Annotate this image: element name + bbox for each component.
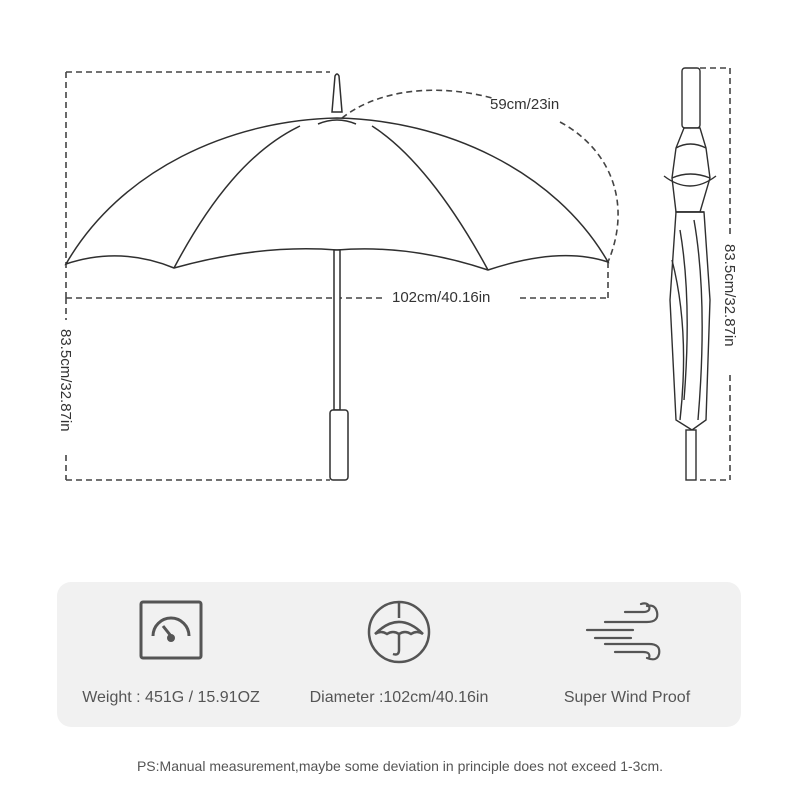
measurement-footnote: PS:Manual measurement,maybe some deviation in principle does not exceed 1-3cm. — [136, 758, 664, 774]
closed-height-label: 83.5cm/32.87in — [720, 240, 738, 351]
arc-length-label: 59cm/23in — [490, 96, 560, 113]
feature-diameter — [285, 582, 513, 727]
feature-wind-label: Super Wind Proof — [563, 689, 691, 706]
feature-wind — [513, 582, 741, 727]
feature-weight-label: Weight : 451G / 15.91OZ — [82, 689, 260, 706]
gauge-icon — [139, 600, 203, 660]
features-panel — [57, 582, 741, 727]
closed-umbrella-drawing — [664, 68, 716, 480]
umbrella-icon — [367, 600, 431, 666]
feature-weight — [57, 582, 285, 727]
open-umbrella-drawing — [66, 74, 608, 480]
feature-diameter-label: Diameter :102cm/40.16in — [309, 689, 489, 706]
wind-icon — [585, 600, 669, 664]
open-width-label: 102cm/40.16in — [388, 289, 494, 307]
open-height-label: 83.5cm/32.87in — [56, 325, 74, 436]
